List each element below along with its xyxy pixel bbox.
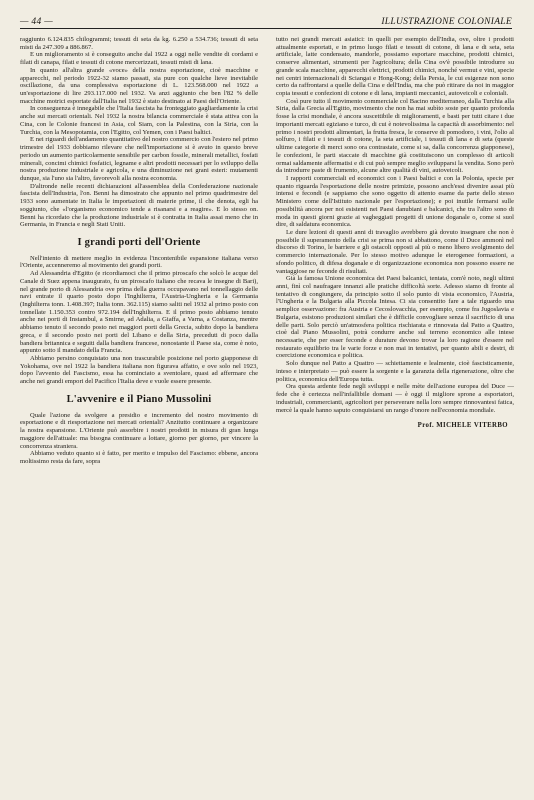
paragraph: D'altronde nelle recenti dichiarazioni all'assemblea della Confederazione nazionale fascista dell'Industria, l'on. Benni ha dimostrato che appunto nel primo quadrimestre del 1933 sono aumentate in Italia le importazioni di materie prime, il che denota, egli ha soggiunto, che «l'organismo economico tende a risanarsi e a reagire». E lo stesso on. Benni ha ricordato che la produzione industriale si è contratta in Italia assai meno che in Germania, in Francia e negli Stati Uniti. (20, 182, 258, 229)
section-heading: I grandi porti dell'Oriente (77, 236, 201, 248)
paragraph: E un miglioramento si è conseguito anche dal 1922 a oggi nelle vendite di cordami e filati di canapa, filati e tessuti di cotone mercerizzati, tessuti misti di lana. (20, 51, 258, 67)
paragraph: Abbiamo veduto quanto si è fatto, per merito e impulso del Fascismo: ebbene, ancora moltissimo resta da fare, sopra (20, 450, 258, 465)
author-title: Prof. (417, 422, 435, 430)
page-number: — 44 — (20, 17, 53, 27)
paragraph: Nell'intento di mettere meglio in evidenza l'incontenibile espansione italiana verso l'Oriente, accenneremo al movimento dei grandi porti. (20, 254, 258, 270)
section-heading: L'avvenire e il Piano Mussolini (66, 393, 212, 405)
page-header (20, 7, 512, 27)
left-column (20, 36, 258, 786)
paragraph: tutto nei grandi mercati asiatici: in quelli per esempio dell'India, ove, oltre i prodotti attualmente esportati, e in primo luogo filati e tessuti di cotone, di lana e di seta, seta artificiale, latte condensato, mandorle, possiamo esportare macchine, prodotti chimici, conserve alimentari, strumenti per l'agricoltura; della Cina ov'è possibile introdurre su grande scala macchine, apparecchi elettrici, prodotti chimici, nonché vermut e vini, specie nei centri internazionali di Sciangai e Hong-Kong; della Persia, le cui esigenze non sono certo da raffrontarsi a quelle della Cina e dell'India, ma che può ritirare da noi in maggior copia tessuti e confezioni di cotone e di lana, impianti meccanici, autoveicoli e coloniali. (276, 36, 514, 98)
author-name: MICHELE VITERBO (436, 422, 508, 430)
publication-title: ILLUSTRAZIONE COLONIALE (381, 17, 512, 27)
paragraph: E nei riguardi dell'andamento quantitativo del nostro commercio con l'estero nel primo trimestre del 1933 dobbiamo rilevare che nell'importazione si è avuto in questo breve periodo un aumento particolarmente sensibile per carbon fossile, minerali metallici, fosfati minerali, concimi chimici fosfatici, legname e altri prodotti necessari per lo sviluppo della nostra produzione industriale e agricola, e una diminuzione nei grani esteri: mutamenti dunque, sia l'uno sia l'altro, favorevoli alla nostra economia. (20, 136, 258, 182)
paragraph: I rapporti commerciali ed economici con i Paesi baltici e con la Polonia, specie per quanto riguarda l'esportazione delle nostre primizie, possono anch'essi divenire assai più intensi e fecondi (e sappiamo che sono oggetto di attento esame da parte dello stesso Ministero come dell'Istituto nazionale per l'esportazione); e poi inutile fermarsi sulle possibilità ancora per noi esistenti nei Paesi danubiani e balcanici, che tra l'altro sono di moda in questi giorni grazie ai vagheggiati progetti di unione doganale o, come si suol dire, di saldatura economica. (276, 174, 514, 229)
paragraph: Le dure lezioni di questi anni di travaglio avrebbero già dovuto insegnare che non è possibile il superamento della crisi se prima non si abbattono, come il Duce ammonì nel discorso di Torino, le barriere e gli ostacoli opposti al più o meno libero svolgimento del commercio internazionale. Per lo stesso motivo adunque le eterogenee formazioni, a sfondo politico, di difesa doganale e di organizzazione economica non possono essere ne vantaggiose ne feconde di risultati. (276, 228, 514, 275)
author-signature (276, 422, 514, 430)
paragraph: Quale l'azione da svolgere a presidio e incremento del nostro movimento di esportazione e di riesportazione nei mercati orientali? Anzitutto continuare a organizzare la nostra espansione. L'Oriente può assorbire i nostri prodotti in misura di gran lunga maggiore dell'attuale: ma bisogna continuare a lottare, giorno per giorno, per vincere la concorrenza straniera. (20, 411, 258, 450)
paragraph: Abbiamo persino conquistato una non trascurabile posizione nel porto giapponese di Yokohama, ove nel 1922 la bandiera italiana non figurava affatto, e ove solo nel 1923, dopo l'avvento del Fascismo, essa ha cominciato a sventolare, quasi ad affermare che anche nei grandi empori del Pacifico l'Italia deve e vuole essere presente. (20, 355, 258, 386)
paragraph: raggiunto 6.124.835 chilogrammi; tessuti di seta da kg. 6.250 a 534.736; tessuti di seta misti da 247.309 a 886.867. (20, 36, 258, 51)
paragraph: In quanto all'altra grande «voce» della nostra esportazione, cioè macchine e apparecchi, nel periodo 1922-32 siamo passati, sia pure con qualche lieve inevitabile oscillazione, da una complessiva esportazione di L. 123.568.000 nel 1922 a un'esportazione di lire 293.117.000 nel 1932. Va anzi aggiunto che ben l'82 % delle macchine motrici esportate dall'Italia nel 1932 è stato destinato ai Paesi dell'Oriente. (20, 66, 258, 105)
paragraph: In conseguenza è innegabile che l'Italia fascista ha fronteggiato gagliardamente la crisi anche sui mercati orientali. Nel 1932 la nostra bilancia commerciale è stata attiva con la Cina, con le Colonie francesi in Asia, col Siam, con la Palestina, con la Siria, con la Turchia, con la Mesopotamia, con l'Egitto, col Yemen, con i Paesi baltici. (20, 105, 258, 136)
paragraph: Già la famosa Unione economica dei Paesi balcanici, tentata, com'è noto, negli ultimi anni, finì col naufragare innanzi alle pratiche difficoltà sorte. Adesso siamo di fronte al tentativo di congiungere, da principio sotto il solo punto di vista economico, l'Austria, l'Ungheria e la Bulgaria alla Piccola Intesa. Ci sia consentito fare a tale riguardo una semplice osservazione: fra Austria e Cecoslovacchia, per esempio, come fra Jugoslavia e Bulgaria, esistono produzioni similari che è difficile convogliare senza il sacrificio di una delle parti. Solo perciò un'atmosfera politica rischiarata e rinnovata dal Patto a Quattro, cioè dal Piano Mussolini, potrà condurre anche sul terreno economico alle intese necessarie, che per esser feconde e durature devono trovar la loro ragione d'essere nel restaurato equilibrio tra le varie forze e non mai in tentativi, per quanto abili e destri, di coercizione economica e politica. (276, 275, 514, 360)
paragraph: Solo dunque nel Patto a Quattro — schiettamente e lealmente, cioè fascisticamente, inteso e interpretato — può essere la sorgente e la garanzia della rigenerazione, oltre che politica, economica dell'Europa tutta. (276, 360, 514, 383)
paragraph: Ora questa ardente fede negli sviluppi e nelle mète dell'azione europea del Duce — fede che è certezza nell'infallibile domani — è oggi il migliore sprone a esportatori, industriali, commercianti, agricoltori per perseverare nella loro sempre rinnovantesi fatica, mercè la quale hanno saputo conquistarsi un rango d'onore nell'economia mondiale. (276, 383, 514, 414)
right-column (276, 36, 514, 786)
header-rule (20, 28, 512, 29)
paragraph: Ad Alessandria d'Egitto (e ricordiamoci che il primo piroscafo che solcò le acque del Canale di Suez appena inaugurato, fu un piroscafo italiano che recava le insegne di Bari), nel grande porto di Alessandria ove prima della guerra occupavano nel tonnellaggio delle navi entrate il quarto posto dopo l'Inghilterra, l'Austria-Ungheria e la Germania (Inghilterra tonn. 1.408.397; Italia tonn. 362.115) siamo saliti nel 1932 al primo posto con tonnellate 1.150.353 contro 972.194 dell'Inghilterra. E il primo posto abbiamo tenuto anche nei porti di Instambul, a Smirne, ad Adalia, a Giaffa, a Varna, a Costanza, mentre abbiamo tenuto il secondo posto nei maggiori porti della Grecia, subito dopo la bandiera greca, e il secondo posto nei porti del Libano e della Siria, preceduti di poco dalla bandiera britannica e seguiti dalla bandiera francese, nonostante il Paese sia, come è noto, appunto sotto il mandato della Francia. (20, 270, 258, 355)
paragraph: Così pure tutto il movimento commerciale col Bacino mediterraneo, dalla Turchia alla Siria, dalla Grecia all'Egitto, movimento che non ha mai subìto soste per quanto profonda fosse la crisi mondiale, è ancora suscettibile di miglioramenti, e basti per tutti citare i due importanti mercati egiziano e turco, di cui è notevolissima la capacità di assorbimento: nel primo i nostri prodotti alimentari, la frutta fresca, le conserve di pomodoro, i vini, l'olio al solfuro, i filati e i tessuti di cotone, la seta artificiale, i tessuti di lana e di seta (queste ultime categorie di merci sono ora contrastate, come si sa, dalla concorrenza giapponese), le confezioni, le parti staccate di macchine già costituiscono un complesso di articoli ormai saldamente affermatisi e di cui può sempre meglio svilupparsi la vendita. Sono però da introdurre paste di frumento, alcune altre qualità di vini, autoveicoli. (276, 97, 514, 175)
